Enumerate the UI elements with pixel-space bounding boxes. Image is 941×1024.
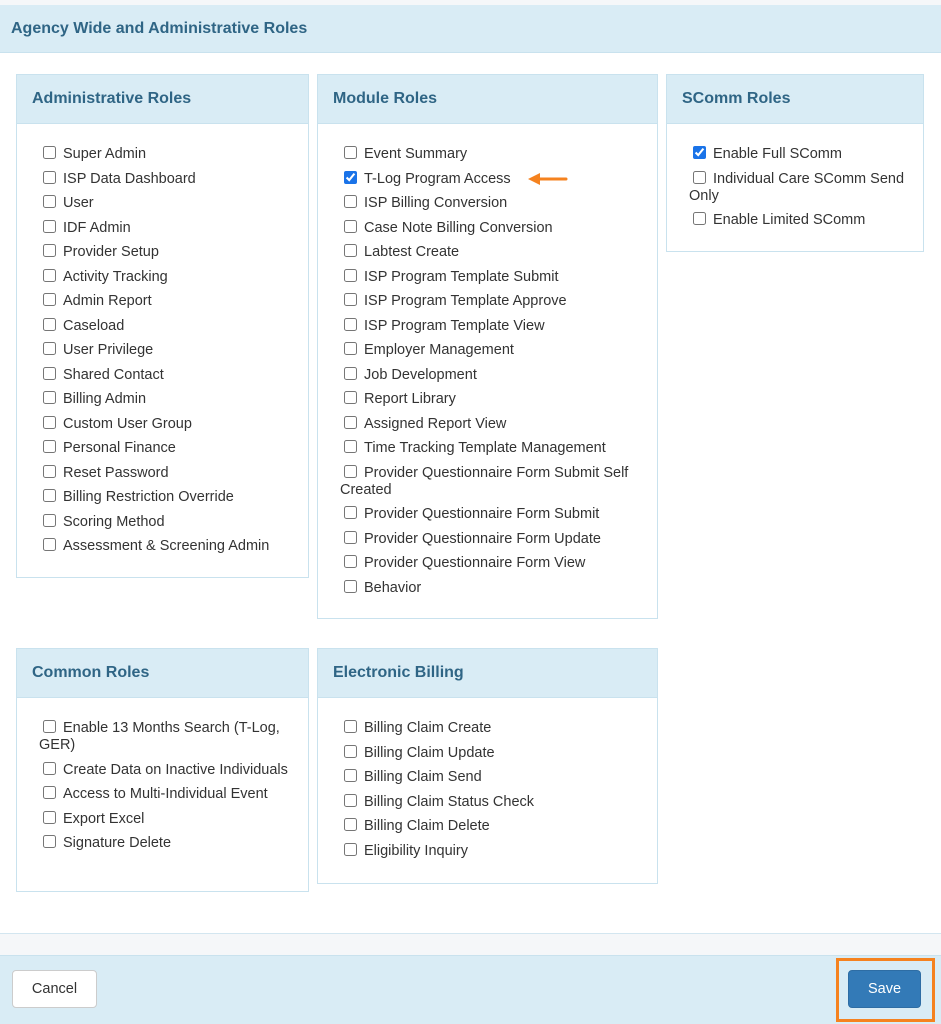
- role-label: Billing Restriction Override: [63, 489, 234, 505]
- role-checkbox[interactable]: [43, 171, 56, 184]
- role-label: Reset Password: [63, 464, 169, 481]
- role-checkbox[interactable]: [344, 367, 357, 380]
- role-label: Employer Management: [364, 342, 514, 358]
- role-checkbox[interactable]: [344, 580, 357, 593]
- role-checkbox[interactable]: [344, 342, 357, 355]
- role-checkbox-item[interactable]: [39, 171, 298, 188]
- role-checkbox[interactable]: [344, 269, 357, 282]
- role-checkbox-item[interactable]: [39, 835, 298, 852]
- role-checkbox[interactable]: [344, 794, 357, 807]
- role-label: ISP Program Template Approve: [364, 293, 567, 309]
- role-checkbox[interactable]: [344, 293, 357, 306]
- role-checkbox[interactable]: [43, 220, 56, 233]
- role-checkbox-item[interactable]: [39, 489, 298, 506]
- role-checkbox-item[interactable]: [340, 416, 647, 433]
- role-checkbox[interactable]: [43, 514, 56, 527]
- role-label: Eligibility Inquiry: [364, 842, 468, 859]
- role-label: ISP Program Template Submit: [364, 268, 559, 285]
- role-checkbox[interactable]: [344, 506, 357, 519]
- role-checkbox[interactable]: [344, 244, 357, 257]
- role-label: Access to Multi-Individual Event: [63, 786, 268, 802]
- role-checkbox[interactable]: [43, 293, 56, 306]
- role-checkbox-item[interactable]: [39, 811, 298, 828]
- annotation-arrow-icon: [528, 173, 568, 185]
- panel-electronic-billing: [317, 648, 658, 884]
- role-label: Provider Questionnaire Form Update: [364, 530, 601, 547]
- role-checkbox-item[interactable]: [340, 244, 647, 261]
- role-checkbox-item[interactable]: [340, 745, 647, 762]
- role-checkbox[interactable]: [344, 220, 357, 233]
- role-checkbox[interactable]: [43, 146, 56, 159]
- role-checkbox-item[interactable]: [39, 244, 298, 261]
- role-checkbox[interactable]: [43, 835, 56, 848]
- role-checkbox-item[interactable]: [39, 440, 298, 457]
- role-checkbox-item[interactable]: [340, 367, 647, 384]
- role-label: Activity Tracking: [63, 268, 168, 285]
- role-checkbox-item[interactable]: [340, 220, 647, 237]
- role-label: ISP Program Template View: [364, 317, 545, 334]
- role-checkbox-item[interactable]: [39, 538, 298, 555]
- role-checkbox[interactable]: [344, 843, 357, 856]
- role-label: Enable Full SComm: [713, 146, 842, 162]
- role-checkbox[interactable]: [43, 489, 56, 502]
- role-checkbox-item[interactable]: [340, 465, 647, 499]
- panel-administrative-roles: [16, 74, 309, 578]
- role-checkbox[interactable]: [693, 171, 706, 184]
- panel-title: SComm Roles: [667, 75, 923, 124]
- role-checkbox-item[interactable]: [340, 269, 647, 286]
- panel-module-roles: [317, 74, 658, 619]
- role-label: Enable 13 Months Search (T-Log, GER): [39, 720, 280, 753]
- role-checkbox[interactable]: [43, 811, 56, 824]
- role-checkbox[interactable]: [43, 269, 56, 282]
- checkbox-list: [17, 124, 308, 573]
- role-label: Admin Report: [63, 293, 152, 309]
- role-label: Provider Questionnaire Form Submit Self Created: [340, 464, 629, 498]
- role-checkbox-item[interactable]: [340, 769, 647, 786]
- role-checkbox-item[interactable]: [39, 762, 298, 779]
- role-checkbox[interactable]: [344, 318, 357, 331]
- checkbox-list: [318, 124, 657, 614]
- role-checkbox[interactable]: [43, 538, 56, 551]
- role-label: Event Summary: [364, 146, 468, 162]
- role-label: Provider Setup: [63, 244, 159, 260]
- role-checkbox[interactable]: [344, 146, 357, 159]
- role-label: ISP Billing Conversion: [364, 195, 508, 211]
- role-checkbox-item[interactable]: [39, 293, 298, 310]
- role-checkbox-item[interactable]: [340, 171, 647, 188]
- divider-strip: [0, 933, 941, 955]
- save-button[interactable]: Save: [848, 970, 921, 1008]
- role-checkbox-item[interactable]: [340, 531, 647, 548]
- role-checkbox[interactable]: [43, 195, 56, 208]
- role-label: Billing Claim Status Check: [364, 793, 535, 810]
- role-checkbox-item[interactable]: [689, 212, 913, 229]
- role-label: Time Tracking Template Management: [364, 440, 606, 456]
- role-checkbox[interactable]: [693, 212, 706, 225]
- role-checkbox-item[interactable]: [39, 391, 298, 408]
- role-label: Provider Questionnaire Form Submit: [364, 506, 600, 522]
- role-label: Report Library: [364, 391, 456, 407]
- role-checkbox[interactable]: [344, 391, 357, 404]
- panel-title: Electronic Billing: [318, 649, 657, 698]
- role-label: Create Data on Inactive Individuals: [63, 761, 288, 778]
- role-checkbox[interactable]: [344, 720, 357, 733]
- footer-bar: [0, 955, 941, 1024]
- panel-title: Common Roles: [17, 649, 308, 698]
- role-checkbox-item[interactable]: [39, 146, 298, 163]
- role-checkbox-item[interactable]: [39, 514, 298, 531]
- panel-title: Administrative Roles: [17, 75, 308, 124]
- role-checkbox-item[interactable]: [689, 171, 913, 205]
- role-label: Export Excel: [63, 810, 145, 827]
- role-checkbox-item[interactable]: [39, 318, 298, 335]
- role-checkbox-item[interactable]: [340, 146, 647, 163]
- role-label: T-Log Program Access: [364, 170, 511, 187]
- role-label: Case Note Billing Conversion: [364, 219, 553, 236]
- role-checkbox[interactable]: [344, 195, 357, 208]
- role-label: Individual Care SComm Send Only: [689, 170, 905, 204]
- role-checkbox[interactable]: [344, 531, 357, 544]
- role-checkbox-item[interactable]: [340, 506, 647, 523]
- role-checkbox[interactable]: [43, 244, 56, 257]
- role-checkbox-item[interactable]: [39, 786, 298, 803]
- role-label: Billing Claim Update: [364, 744, 495, 761]
- role-checkbox-item[interactable]: [39, 269, 298, 286]
- role-checkbox-item[interactable]: [39, 195, 298, 212]
- role-checkbox[interactable]: [344, 440, 357, 453]
- panel-title: Module Roles: [318, 75, 657, 124]
- role-checkbox[interactable]: [43, 440, 56, 453]
- role-checkbox-item[interactable]: [340, 818, 647, 835]
- role-label: Scoring Method: [63, 513, 165, 530]
- role-checkbox[interactable]: [43, 465, 56, 478]
- cancel-button[interactable]: Cancel: [12, 970, 97, 1008]
- role-checkbox-item[interactable]: [39, 220, 298, 237]
- role-checkbox-item[interactable]: [340, 342, 647, 359]
- role-checkbox-item[interactable]: [340, 555, 647, 572]
- role-checkbox[interactable]: [344, 769, 357, 782]
- role-checkbox[interactable]: [43, 342, 56, 355]
- role-checkbox-item[interactable]: [340, 293, 647, 310]
- role-checkbox-item[interactable]: [689, 146, 913, 163]
- role-label: Billing Claim Send: [364, 769, 482, 785]
- role-checkbox-item[interactable]: [340, 794, 647, 811]
- role-checkbox-item[interactable]: [340, 580, 647, 597]
- role-checkbox[interactable]: [43, 391, 56, 404]
- role-label: Billing Admin: [63, 391, 147, 407]
- panel-common-roles: [16, 648, 309, 892]
- role-label: User Privilege: [63, 342, 154, 358]
- role-checkbox-item[interactable]: [39, 367, 298, 384]
- role-checkbox-item[interactable]: [340, 720, 647, 737]
- role-checkbox[interactable]: [43, 720, 56, 733]
- role-checkbox-item[interactable]: [39, 720, 298, 754]
- role-checkbox[interactable]: [344, 416, 357, 429]
- role-label: Billing Claim Delete: [364, 818, 490, 834]
- role-checkbox[interactable]: [344, 818, 357, 831]
- role-checkbox-item[interactable]: [340, 318, 647, 335]
- role-label: ISP Data Dashboard: [63, 170, 196, 187]
- role-label: Labtest Create: [364, 244, 460, 260]
- section-title: Agency Wide and Administrative Roles: [11, 20, 308, 37]
- role-checkbox[interactable]: [43, 786, 56, 799]
- role-checkbox[interactable]: [693, 146, 706, 159]
- role-label: User: [63, 195, 94, 211]
- role-checkbox-item[interactable]: [39, 416, 298, 433]
- role-label: Caseload: [63, 317, 125, 334]
- section-header: [0, 5, 941, 53]
- role-checkbox-item[interactable]: [340, 440, 647, 457]
- save-highlight-box: [836, 958, 935, 1022]
- role-label: Assigned Report View: [364, 415, 507, 432]
- role-checkbox[interactable]: [344, 745, 357, 758]
- panel-scomm-roles: [666, 74, 924, 252]
- role-checkbox-item[interactable]: [340, 391, 647, 408]
- role-checkbox[interactable]: [344, 555, 357, 568]
- role-label: IDF Admin: [63, 219, 131, 236]
- role-label: Job Development: [364, 366, 477, 383]
- role-checkbox-item[interactable]: [39, 342, 298, 359]
- role-label: Custom User Group: [63, 415, 192, 432]
- role-label: Billing Claim Create: [364, 720, 492, 736]
- role-label: Signature Delete: [63, 835, 172, 851]
- role-checkbox-item[interactable]: [340, 843, 647, 860]
- role-label: Assessment & Screening Admin: [63, 538, 270, 554]
- role-label: Enable Limited SComm: [713, 212, 866, 228]
- checkbox-list: [318, 698, 657, 877]
- role-label: Super Admin: [63, 146, 147, 162]
- checkbox-list: [17, 698, 308, 870]
- role-checkbox-item[interactable]: [340, 195, 647, 212]
- role-checkbox[interactable]: [43, 318, 56, 331]
- role-checkbox[interactable]: [43, 416, 56, 429]
- role-checkbox[interactable]: [43, 762, 56, 775]
- role-checkbox[interactable]: [344, 465, 357, 478]
- role-label: Behavior: [364, 579, 422, 596]
- role-label: Provider Questionnaire Form View: [364, 555, 586, 571]
- role-checkbox[interactable]: [344, 171, 357, 184]
- role-checkbox-item[interactable]: [39, 465, 298, 482]
- role-checkbox[interactable]: [43, 367, 56, 380]
- role-label: Shared Contact: [63, 366, 164, 383]
- checkbox-list: [667, 124, 923, 247]
- role-label: Personal Finance: [63, 440, 176, 456]
